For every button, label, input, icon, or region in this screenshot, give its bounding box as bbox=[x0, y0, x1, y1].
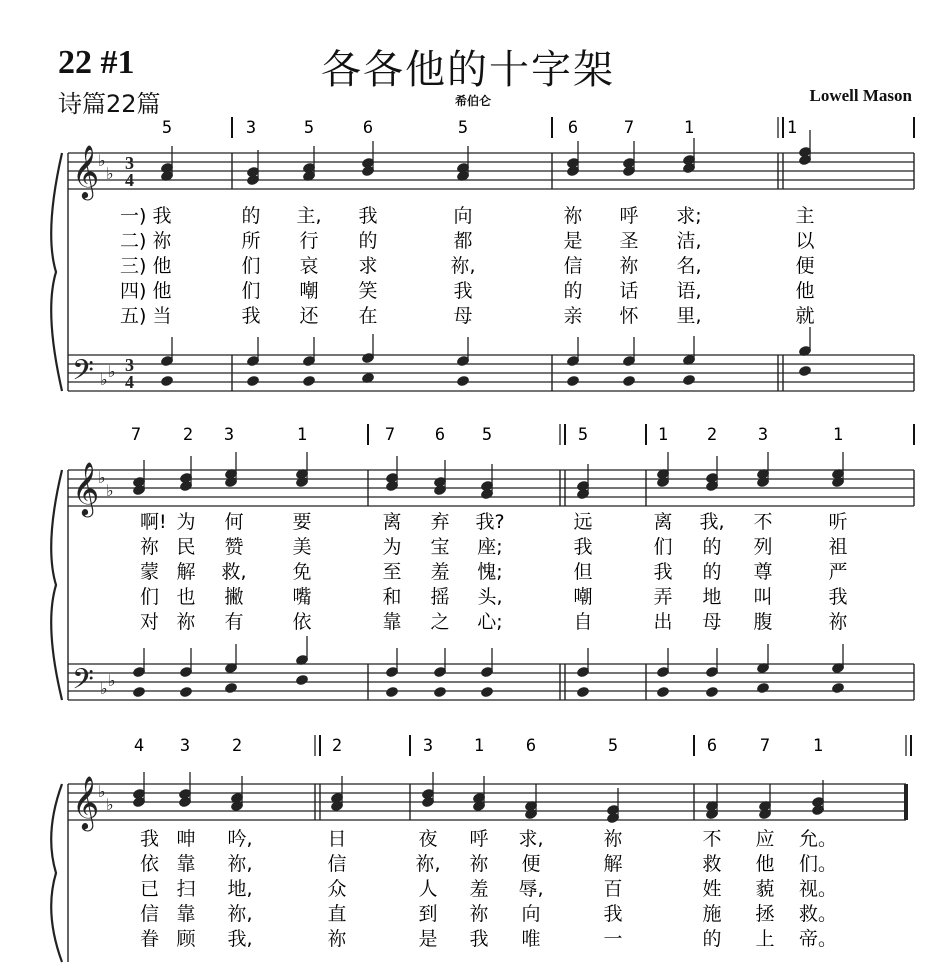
lyric-syllable: 以 bbox=[795, 230, 815, 252]
lyric-syllable: 当 bbox=[152, 305, 172, 327]
lyric-syllable: 洁, bbox=[676, 230, 702, 252]
lyric-syllable: 不 bbox=[702, 828, 722, 850]
lyric-syllable: 我 bbox=[603, 903, 623, 925]
lyric-syllable: 嘴 bbox=[292, 586, 312, 608]
lyric-syllable: 们。 bbox=[798, 853, 838, 875]
note-head bbox=[302, 375, 316, 388]
lyric-syllable: 依 bbox=[292, 611, 312, 633]
lyric-syllable: 吟, bbox=[227, 828, 253, 850]
lyric-syllable: 已 bbox=[140, 878, 160, 900]
lyric-syllable: 我 bbox=[358, 205, 378, 227]
jianpu-number: 6 bbox=[706, 736, 718, 756]
lyric-syllable: 求; bbox=[676, 205, 702, 227]
jianpu-number: 2 bbox=[231, 736, 243, 756]
composer-name: Lowell Mason bbox=[809, 86, 912, 105]
lyric-syllable: 叫 bbox=[753, 586, 773, 608]
lyric-syllable: 人 bbox=[418, 878, 438, 900]
note-head bbox=[480, 686, 494, 699]
lyric-syllable: 便 bbox=[521, 853, 541, 875]
jianpu-number: 1 bbox=[296, 425, 308, 445]
bass-clef: 𝄢 bbox=[72, 354, 94, 394]
lyric-syllable: 信 bbox=[327, 853, 347, 875]
lyric-syllable: 为 bbox=[382, 536, 402, 558]
lyric-syllable: 们 bbox=[140, 586, 160, 608]
lyric-syllable: 眷 bbox=[140, 928, 160, 950]
lyric-syllable: 摇 bbox=[430, 586, 450, 608]
lyric-syllable: 里, bbox=[676, 305, 702, 327]
lyric-syllable: 的 bbox=[241, 205, 261, 227]
lyric-syllable: 靠 bbox=[382, 611, 402, 633]
lyric-syllable: 我? bbox=[475, 511, 505, 533]
lyric-syllable: 座; bbox=[477, 536, 503, 558]
lyric-syllable: 撇 bbox=[224, 586, 244, 608]
lyric-syllable: 远 bbox=[573, 511, 593, 533]
jianpu-number: 3 bbox=[223, 425, 235, 445]
lyric-syllable: 祢 bbox=[469, 853, 489, 875]
lyric-syllable: 在 bbox=[358, 305, 378, 327]
lyric-syllable: 何 bbox=[224, 511, 244, 533]
lyric-syllable: 我, bbox=[699, 511, 725, 533]
lyric-syllable: 宝 bbox=[430, 536, 450, 558]
lyric-syllable: 拯 bbox=[755, 903, 775, 925]
lyric-syllable: 向 bbox=[521, 903, 541, 925]
jianpu-number: 7 bbox=[384, 425, 396, 445]
lyric-syllable: 我, bbox=[227, 928, 253, 950]
lyric-syllable: 腹 bbox=[753, 611, 773, 633]
lyric-syllable: 他 bbox=[152, 280, 172, 302]
lyric-syllable: 我 bbox=[573, 536, 593, 558]
lyric-syllable: 严 bbox=[828, 561, 848, 583]
flat-sign: ♭ bbox=[98, 782, 106, 801]
lyric-syllable: 要 bbox=[292, 511, 312, 533]
lyric-syllable: 圣 bbox=[619, 230, 639, 252]
lyric-syllable: 弄 bbox=[653, 586, 673, 608]
note-head bbox=[179, 686, 193, 699]
lyric-syllable: 弃 bbox=[430, 511, 450, 533]
lyric-syllable: 心; bbox=[477, 611, 503, 633]
lyric-syllable: 祢 bbox=[603, 828, 623, 850]
lyric-syllable: 靠 bbox=[176, 903, 196, 925]
lyric-syllable: 们 bbox=[241, 280, 261, 302]
jianpu-number: 1 bbox=[683, 118, 695, 138]
flat-sign: ♭ bbox=[100, 370, 108, 389]
lyric-syllable: 一 bbox=[603, 928, 623, 950]
lyric-syllable: 赞 bbox=[224, 536, 244, 558]
lyric-syllable: 祢 bbox=[828, 611, 848, 633]
lyric-syllable: 信 bbox=[563, 255, 583, 277]
lyric-syllable: 一) bbox=[120, 205, 147, 227]
jianpu-number: 6 bbox=[434, 425, 446, 445]
lyric-syllable: 藐 bbox=[755, 878, 775, 900]
treble-clef: 𝄞 bbox=[72, 461, 100, 515]
lyric-syllable: 我 bbox=[453, 280, 473, 302]
lyric-syllable: 辱, bbox=[518, 878, 544, 900]
flat-sign: ♭ bbox=[106, 795, 114, 814]
jianpu-number: 1 bbox=[786, 118, 798, 138]
lyric-syllable: 到 bbox=[418, 903, 438, 925]
lyric-syllable: 免 bbox=[292, 561, 312, 583]
lyric-syllable: 尊 bbox=[753, 561, 773, 583]
lyric-syllable: 语, bbox=[676, 280, 702, 302]
lyric-syllable: 愧; bbox=[477, 561, 503, 583]
lyric-syllable: 五) bbox=[120, 305, 147, 327]
note-head bbox=[756, 682, 770, 695]
flat-sign: ♭ bbox=[106, 164, 114, 183]
note-head bbox=[656, 686, 670, 699]
jianpu-number: 6 bbox=[567, 118, 579, 138]
lyric-syllable: 为 bbox=[176, 511, 196, 533]
jianpu-number: 5 bbox=[481, 425, 493, 445]
lyric-syllable: 美 bbox=[292, 536, 312, 558]
jianpu-number: 3 bbox=[757, 425, 769, 445]
lyric-syllable: 祢 bbox=[619, 255, 639, 277]
lyric-syllable: 也 bbox=[176, 586, 196, 608]
note-head bbox=[798, 365, 812, 378]
lyric-syllable: 还 bbox=[299, 305, 319, 327]
lyric-syllable: 呼 bbox=[619, 205, 639, 227]
jianpu-number: 7 bbox=[130, 425, 142, 445]
lyric-syllable: 救, bbox=[221, 561, 247, 583]
lyric-syllable: 夜 bbox=[418, 828, 438, 850]
lyric-syllable: 便 bbox=[795, 255, 815, 277]
jianpu-number: 1 bbox=[657, 425, 669, 445]
lyric-syllable: 求 bbox=[358, 255, 378, 277]
jianpu-number: 2 bbox=[706, 425, 718, 445]
lyric-syllable: 的 bbox=[702, 928, 722, 950]
lyric-syllable: 听 bbox=[828, 511, 848, 533]
lyric-syllable: 视。 bbox=[798, 878, 838, 900]
flat-sign: ♭ bbox=[106, 481, 114, 500]
note-head bbox=[160, 375, 174, 388]
lyric-syllable: 我 bbox=[152, 205, 172, 227]
lyric-syllable: 有 bbox=[224, 611, 244, 633]
lyric-syllable: 呻 bbox=[176, 828, 196, 850]
lyric-syllable: 祢, bbox=[450, 255, 476, 277]
time-signature: 3 bbox=[125, 355, 134, 375]
lyric-syllable: 列 bbox=[753, 536, 773, 558]
treble-clef: 𝄞 bbox=[72, 775, 100, 829]
flat-sign: ♭ bbox=[98, 151, 106, 170]
flat-sign: ♭ bbox=[108, 362, 116, 381]
lyric-syllable: 都 bbox=[453, 230, 473, 252]
lyric-syllable: 不 bbox=[753, 511, 773, 533]
lyric-syllable: 离 bbox=[653, 511, 673, 533]
lyric-syllable: 们 bbox=[241, 255, 261, 277]
jianpu-number: 2 bbox=[182, 425, 194, 445]
lyric-syllable: 我 bbox=[828, 586, 848, 608]
jianpu-number: 3 bbox=[245, 118, 257, 138]
jianpu-number: 6 bbox=[525, 736, 537, 756]
lyric-syllable: 至 bbox=[382, 561, 402, 583]
note-head bbox=[385, 686, 399, 699]
lyric-syllable: 依 bbox=[140, 853, 160, 875]
lyric-syllable: 怀 bbox=[619, 305, 639, 327]
jianpu-number: 6 bbox=[362, 118, 374, 138]
lyric-syllable: 的 bbox=[702, 561, 722, 583]
lyric-syllable: 祢 bbox=[140, 536, 160, 558]
lyric-syllable: 众 bbox=[327, 878, 347, 900]
lyric-syllable: 应 bbox=[755, 828, 775, 850]
lyric-syllable: 的 bbox=[563, 280, 583, 302]
note-head bbox=[132, 686, 146, 699]
lyric-syllable: 母 bbox=[453, 305, 473, 327]
system-brace bbox=[51, 153, 62, 391]
lyric-syllable: 行 bbox=[299, 230, 319, 252]
lyric-syllable: 是 bbox=[418, 928, 438, 950]
jianpu-number: 7 bbox=[623, 118, 635, 138]
lyric-syllable: 祢, bbox=[415, 853, 441, 875]
lyric-syllable: 祢, bbox=[227, 853, 253, 875]
lyric-syllable: 求, bbox=[518, 828, 544, 850]
lyric-syllable: 解 bbox=[176, 561, 196, 583]
jianpu-number: 1 bbox=[832, 425, 844, 445]
lyric-syllable: 上 bbox=[755, 928, 775, 950]
lyric-syllable: 信 bbox=[140, 903, 160, 925]
jianpu-number: 5 bbox=[303, 118, 315, 138]
lyric-syllable: 出 bbox=[653, 611, 673, 633]
lyric-syllable: 话 bbox=[619, 280, 639, 302]
lyric-syllable: 他 bbox=[755, 853, 775, 875]
lyric-syllable: 我 bbox=[469, 928, 489, 950]
jianpu-number: 5 bbox=[457, 118, 469, 138]
jianpu-number: 1 bbox=[812, 736, 824, 756]
lyric-syllable: 嘲 bbox=[299, 280, 319, 302]
lyric-syllable: 允。 bbox=[798, 828, 838, 850]
lyric-syllable: 笑 bbox=[358, 280, 378, 302]
lyric-syllable: 头, bbox=[477, 586, 503, 608]
lyric-syllable: 三) bbox=[120, 255, 147, 277]
psalm-reference: 诗篇22篇 bbox=[58, 90, 161, 118]
jianpu-number: 4 bbox=[133, 736, 145, 756]
treble-clef: 𝄞 bbox=[72, 144, 100, 198]
lyric-syllable: 就 bbox=[795, 305, 815, 327]
lyric-syllable: 我 bbox=[653, 561, 673, 583]
lyric-syllable: 所 bbox=[241, 230, 261, 252]
lyric-syllable: 离 bbox=[382, 511, 402, 533]
lyric-syllable: 对 bbox=[140, 611, 160, 633]
jianpu-number: 5 bbox=[161, 118, 173, 138]
note-head bbox=[622, 375, 636, 388]
lyric-syllable: 救 bbox=[702, 853, 722, 875]
lyric-syllable: 的 bbox=[358, 230, 378, 252]
lyric-syllable: 祖 bbox=[828, 536, 848, 558]
lyric-syllable: 地, bbox=[227, 878, 253, 900]
lyric-syllable: 民 bbox=[176, 536, 196, 558]
lyric-syllable: 主, bbox=[296, 205, 322, 227]
lyric-syllable: 祢 bbox=[327, 928, 347, 950]
lyric-syllable: 靠 bbox=[176, 853, 196, 875]
jianpu-number: 5 bbox=[577, 425, 589, 445]
hymn-title: 各各他的十字架 bbox=[321, 47, 615, 93]
note-head bbox=[295, 674, 309, 687]
lyric-syllable: 他 bbox=[152, 255, 172, 277]
lyric-syllable: 亲 bbox=[563, 305, 583, 327]
lyric-syllable: 是 bbox=[563, 230, 583, 252]
jianpu-number: 3 bbox=[179, 736, 191, 756]
lyric-syllable: 解 bbox=[603, 853, 623, 875]
jianpu-number: 7 bbox=[759, 736, 771, 756]
jianpu-number: 3 bbox=[422, 736, 434, 756]
lyric-syllable: 之 bbox=[430, 611, 450, 633]
lyric-syllable: 名, bbox=[676, 255, 702, 277]
lyric-syllable: 姓 bbox=[702, 878, 722, 900]
lyric-syllable: 呼 bbox=[469, 828, 489, 850]
lyric-syllable: 顾 bbox=[176, 928, 196, 950]
jianpu-number: 1 bbox=[473, 736, 485, 756]
lyric-syllable: 救。 bbox=[798, 903, 838, 925]
lyric-syllable: 百 bbox=[603, 878, 623, 900]
lyric-syllable: 羞 bbox=[430, 561, 450, 583]
lyric-syllable: 我 bbox=[140, 828, 160, 850]
lyric-syllable: 母 bbox=[702, 611, 722, 633]
lyric-syllable: 祢 bbox=[563, 205, 583, 227]
lyric-syllable: 主 bbox=[795, 205, 815, 227]
lyric-syllable: 直 bbox=[327, 903, 347, 925]
lyric-syllable: 帝。 bbox=[798, 928, 838, 950]
tune-name: 希伯仑 bbox=[455, 94, 492, 108]
lyric-syllable: 向 bbox=[453, 205, 473, 227]
lyric-syllable: 我 bbox=[241, 305, 261, 327]
time-signature: 3 bbox=[125, 153, 134, 173]
note-head bbox=[433, 686, 447, 699]
time-signature: 4 bbox=[125, 170, 134, 190]
lyric-syllable: 祢 bbox=[469, 903, 489, 925]
lyric-syllable: 自 bbox=[573, 611, 593, 633]
hymn-number: 22 #1 bbox=[58, 44, 135, 81]
lyric-syllable: 祢 bbox=[152, 230, 172, 252]
lyric-syllable: 二) bbox=[120, 230, 147, 252]
lyric-syllable: 啊! bbox=[140, 511, 167, 533]
flat-sign: ♭ bbox=[108, 671, 116, 690]
lyric-syllable: 蒙 bbox=[140, 561, 160, 583]
lyric-syllable: 们 bbox=[653, 536, 673, 558]
jianpu-number: 2 bbox=[331, 736, 343, 756]
note-head bbox=[246, 375, 260, 388]
system-brace bbox=[51, 470, 62, 700]
lyric-syllable: 扫 bbox=[176, 878, 196, 900]
note-head bbox=[831, 682, 845, 695]
bass-clef: 𝄢 bbox=[72, 663, 94, 703]
lyric-syllable: 地 bbox=[702, 586, 722, 608]
note-head bbox=[682, 374, 696, 387]
system-brace bbox=[51, 784, 62, 962]
lyric-syllable: 羞 bbox=[469, 878, 489, 900]
lyric-syllable: 唯 bbox=[521, 928, 541, 950]
lyric-syllable: 施 bbox=[702, 903, 722, 925]
lyric-syllable: 嘲 bbox=[573, 586, 593, 608]
lyric-syllable: 四) bbox=[120, 280, 147, 302]
note-head bbox=[566, 375, 580, 388]
lyric-syllable: 祢 bbox=[176, 611, 196, 633]
jianpu-number: 5 bbox=[607, 736, 619, 756]
note-head bbox=[576, 686, 590, 699]
lyric-syllable: 哀 bbox=[299, 255, 319, 277]
note-head bbox=[224, 682, 238, 695]
flat-sign: ♭ bbox=[98, 468, 106, 487]
lyric-syllable: 的 bbox=[702, 536, 722, 558]
flat-sign: ♭ bbox=[100, 679, 108, 698]
note-head bbox=[705, 686, 719, 699]
lyric-syllable: 他 bbox=[795, 280, 815, 302]
note-head bbox=[456, 375, 470, 388]
lyric-syllable: 但 bbox=[573, 561, 593, 583]
lyric-syllable: 祢, bbox=[227, 903, 253, 925]
time-signature: 4 bbox=[125, 372, 134, 392]
lyric-syllable: 和 bbox=[382, 586, 402, 608]
lyric-syllable: 日 bbox=[327, 828, 347, 850]
